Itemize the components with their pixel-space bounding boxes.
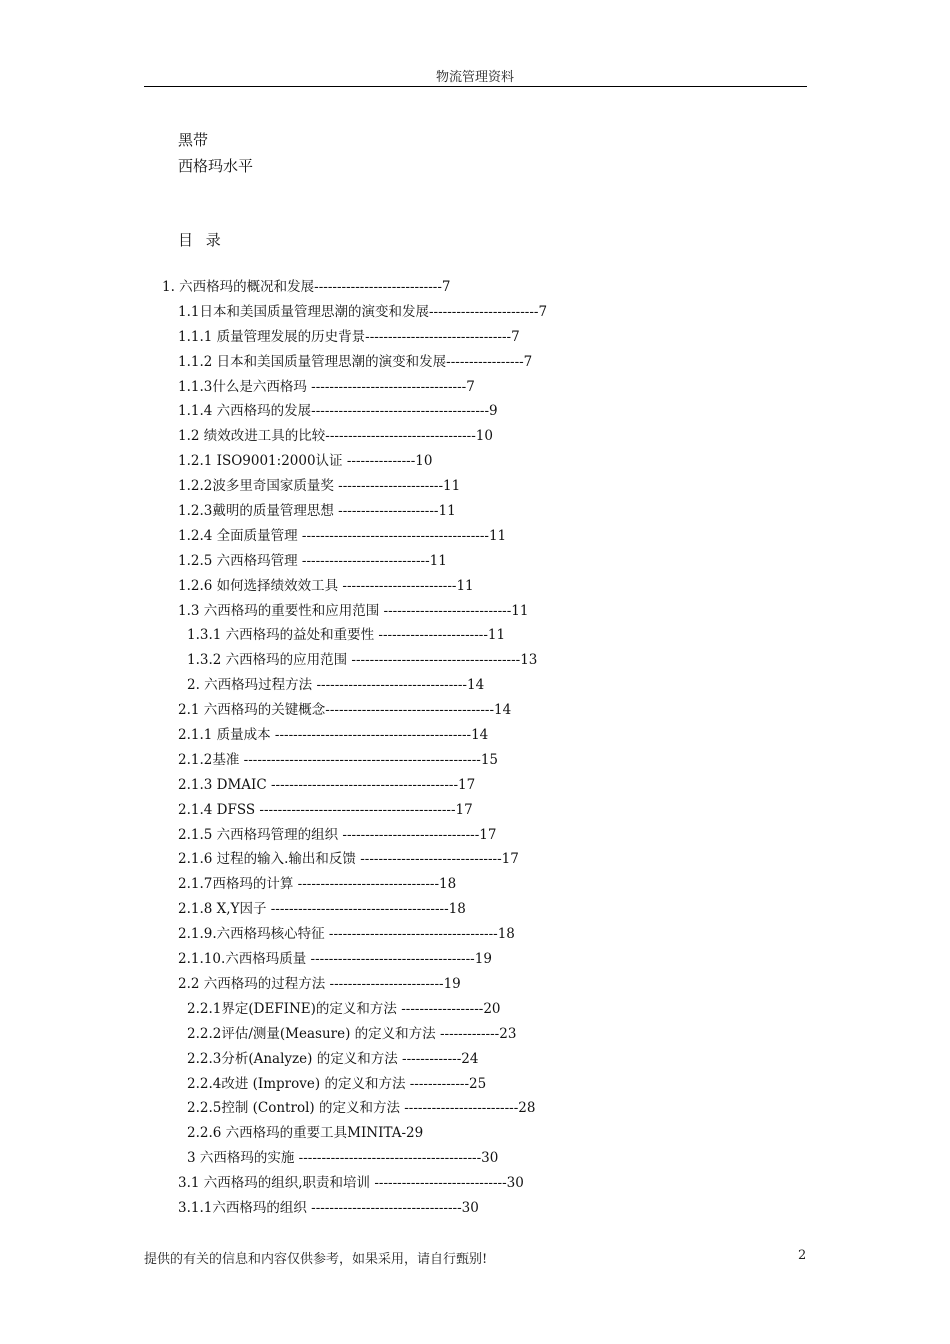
toc-entry[interactable]: 1.1.1 质量管理发展的历史背景--------------------------------7 — [178, 328, 520, 345]
toc-entry[interactable]: 2. 六西格玛过程方法 ---------------------------------14 — [187, 677, 485, 694]
toc-entry[interactable]: 2.1.7西格玛的计算 -------------------------------18 — [178, 876, 457, 893]
table-of-contents — [0, 275, 950, 1221]
toc-entry[interactable]: 1.3.2 六西格玛的应用范围 -------------------------------------13 — [187, 652, 538, 669]
toc-entry[interactable]: 1.1.3什么是六西格玛 ----------------------------------7 — [178, 378, 475, 395]
toc-entry[interactable]: 2.2.5控制 (Control) 的定义和方法 -------------------------28 — [187, 1100, 536, 1117]
toc-entry[interactable]: 2.2 六西格玛的过程方法 -------------------------19 — [178, 975, 461, 992]
toc-entry[interactable]: 1.3 六西格玛的重要性和应用范围 ----------------------------11 — [178, 602, 529, 619]
toc-entry[interactable]: 2.1.10.六西格玛质量 ------------------------------------19 — [178, 951, 492, 968]
toc-entry[interactable]: 2.1.8 X,Y因子 ---------------------------------------18 — [178, 901, 466, 918]
page-header-title: 物流管理资料 — [435, 70, 514, 85]
toc-entry[interactable]: 1.1日本和美国质量管理思潮的演变和发展------------------------7 — [178, 303, 548, 320]
toc-entry[interactable]: 2.1 六西格玛的关键概念-------------------------------------14 — [178, 702, 512, 719]
toc-entry[interactable]: 3 六西格玛的实施 ----------------------------------------30 — [187, 1150, 499, 1167]
intro-line-2: 西格玛水平 — [178, 157, 254, 175]
toc-entry[interactable]: 2.2.3分析(Analyze) 的定义和方法 -------------24 — [187, 1050, 479, 1067]
toc-title: 目 录 — [178, 231, 225, 249]
toc-entry[interactable]: 2.1.9.六西格玛核心特征 -------------------------------------18 — [178, 926, 515, 943]
toc-entry[interactable]: 2.2.6 六西格玛的重要工具MINITA-29 — [187, 1125, 424, 1142]
toc-entry[interactable]: 1.3.1 六西格玛的益处和重要性 ------------------------11 — [187, 627, 506, 644]
toc-entry[interactable]: 1.1.4 六西格玛的发展---------------------------------------9 — [178, 403, 498, 420]
toc-entry[interactable]: 1.2 绩效改进工具的比较---------------------------------10 — [178, 428, 493, 445]
toc-entry[interactable]: 2.1.4 DFSS -------------------------------------------17 — [178, 801, 473, 818]
toc-entry[interactable]: 1.1.2 日本和美国质量管理思潮的演变和发展-----------------7 — [178, 353, 533, 370]
toc-entry[interactable]: 2.1.6 过程的输入.输出和反馈 -------------------------------17 — [178, 851, 519, 868]
toc-entry[interactable]: 1.2.1 ISO9001:2000认证 ---------------10 — [178, 453, 433, 470]
footer-disclaimer: 提供的有关的信息和内容仅供参考，如果采用，请自行甄别! — [144, 1252, 488, 1267]
toc-entry[interactable]: 1.2.6 如何选择绩效效工具 -------------------------11 — [178, 577, 474, 594]
toc-entry[interactable]: 1. 六西格玛的概况和发展----------------------------7 — [162, 279, 451, 295]
toc-entry[interactable]: 1.2.5 六西格玛管理 ----------------------------11 — [178, 552, 447, 569]
toc-entry[interactable]: 1.2.4 全面质量管理 -----------------------------------------11 — [178, 527, 507, 544]
toc-entry[interactable]: 1.2.2波多里奇国家质量奖 -----------------------11 — [178, 478, 461, 495]
header-rule — [144, 86, 807, 87]
toc-entry[interactable]: 2.2.1界定(DEFINE)的定义和方法 ------------------20 — [187, 1000, 501, 1017]
toc-entry[interactable]: 2.1.1 质量成本 -------------------------------------------14 — [178, 727, 489, 744]
toc-entry[interactable]: 2.1.5 六西格玛管理的组织 ------------------------------17 — [178, 826, 497, 843]
toc-entry[interactable]: 2.1.2基准 ----------------------------------------------------15 — [178, 751, 499, 768]
toc-entry[interactable]: 3.1 六西格玛的组织,职责和培训 -----------------------------30 — [178, 1175, 524, 1192]
toc-entry[interactable]: 2.2.2评估/测量(Measure) 的定义和方法 -------------23 — [187, 1025, 517, 1042]
intro-line-1: 黑带 — [178, 131, 209, 149]
page-number: 2 — [798, 1248, 807, 1263]
toc-entry[interactable]: 2.1.3 DMAIC -----------------------------------------17 — [178, 776, 476, 793]
toc-entry[interactable]: 2.2.4改进 (Improve) 的定义和方法 -------------25 — [187, 1075, 487, 1092]
toc-entry[interactable]: 3.1.1六西格玛的组织 ---------------------------------30 — [178, 1199, 479, 1216]
toc-entry[interactable]: 1.2.3戴明的质量管理思想 ----------------------11 — [178, 503, 456, 520]
